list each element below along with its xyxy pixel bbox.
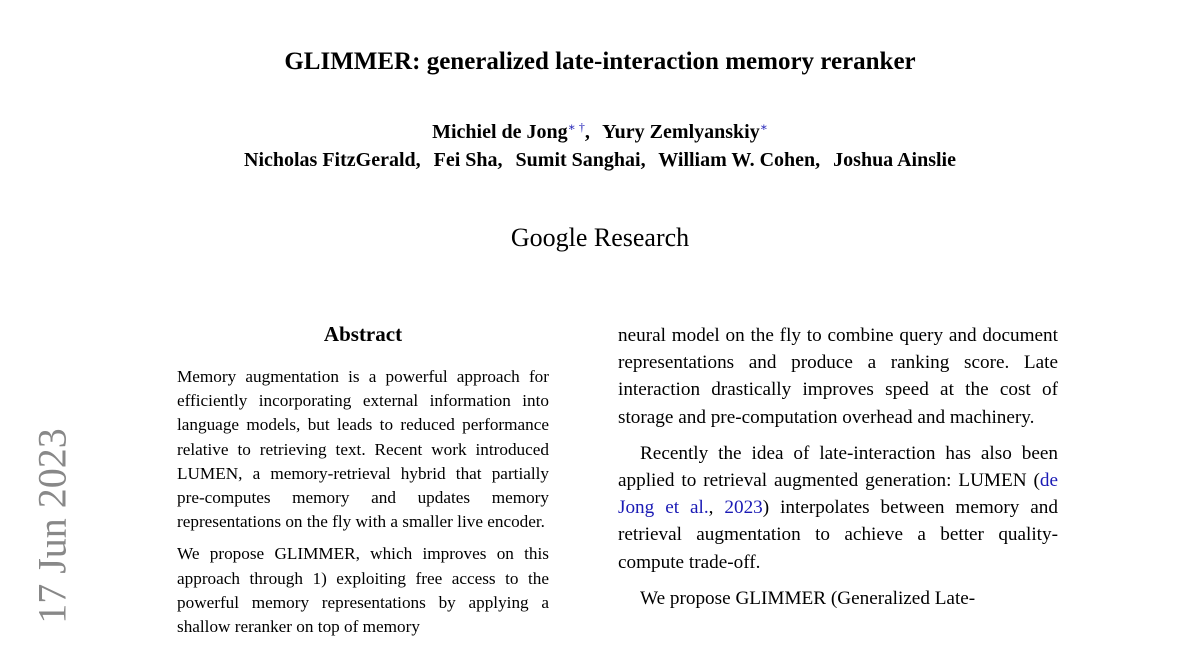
text-run: We propose	[177, 544, 275, 564]
system-name: LUMEN	[958, 470, 1027, 492]
abstract-heading: Abstract	[323, 322, 403, 346]
author-marks[interactable]: ∗	[759, 120, 768, 134]
abstract-paragraph	[177, 542, 549, 639]
abstract-paragraph	[177, 365, 549, 534]
author-name: Sumit Sanghai	[515, 149, 641, 171]
title-system-name: GLIMMER	[284, 48, 413, 75]
text-run: (	[1026, 470, 1040, 492]
text-run: , which improves on this approach through 1) exploiting free access to the powerful memory representations by applying a shallow reranker on top of memory	[177, 544, 549, 637]
author-name: Fei Sha	[433, 149, 498, 171]
author-marks[interactable]: ∗ †	[567, 120, 585, 134]
system-name: GLIMMER	[274, 544, 356, 564]
author-name: William W. Cohen	[658, 149, 816, 171]
arxiv-sidebar-stamp	[22, 426, 82, 626]
author-name: Yury Zemlyanskiy	[602, 121, 760, 143]
body-paragraph	[618, 440, 1058, 576]
arxiv-date: 17 Jun 2023	[29, 428, 75, 624]
abstract-body	[177, 365, 549, 647]
text-run: (Generalized Late-	[826, 587, 976, 609]
body-paragraph	[618, 585, 1058, 612]
author-name: Joshua Ainslie	[833, 149, 956, 171]
system-name: GLIMMER	[735, 587, 827, 609]
text-run: Recently the idea of late-interaction has also been applied to retrieval augmented generation:	[618, 442, 1058, 492]
text-run: ,	[708, 497, 725, 519]
paper-title	[0, 48, 1200, 76]
title-rest: : generalized late-interaction memory reranker	[412, 48, 916, 75]
body-paragraph: neural model on the fly to combine query and document representations and produce a ranking score. Late interaction drastically improves speed at the cost of storage and pre-computation overhead and machinery.	[618, 325, 1058, 428]
system-name: LUMEN	[177, 463, 239, 483]
author-line-1: Michiel de Jong∗ †, Yury Zemlyanskiy∗	[432, 120, 768, 143]
text-run: , a memory-retrieval hybrid that partially pre-computes memory and updates memory representations on the fly with a smaller live encoder.	[177, 463, 549, 532]
author-name: Michiel de Jong	[432, 121, 568, 143]
author-line-2: Nicholas FitzGerald, Fei Sha, Sumit Sanghai, William W. Cohen, Joshua Ainslie	[244, 149, 956, 171]
citation-link-authors[interactable]: de Jong et al.	[618, 470, 1059, 519]
text-run: We propose	[640, 587, 736, 609]
text-run: ) interpolates between memory and retrieval augmentation to achieve a better quality-compute trade-off.	[618, 497, 1058, 573]
author-name: Nicholas FitzGerald	[244, 149, 416, 171]
right-column	[618, 322, 1058, 621]
affiliation: Google Research	[510, 223, 690, 252]
citation-link-year[interactable]: 2023	[724, 497, 763, 519]
text-run: Memory augmentation is a powerful approach for efficiently incorporating external information into language models, but leads to reduced performance relative to retrieving text. Recent work introduced	[177, 367, 549, 459]
